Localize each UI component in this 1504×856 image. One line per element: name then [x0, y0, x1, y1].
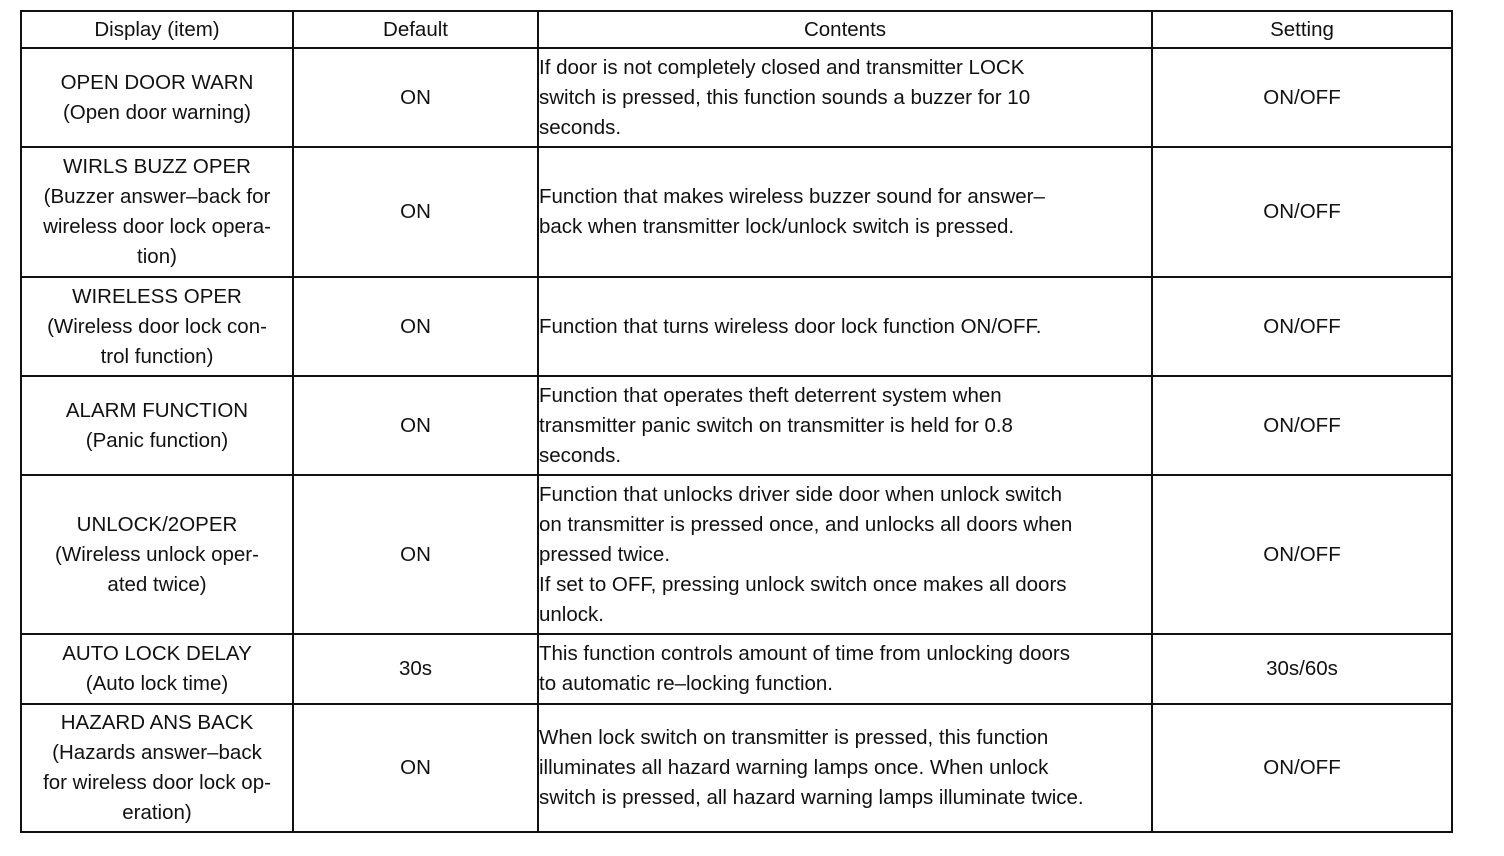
default-cell: ON — [293, 704, 538, 832]
setting-cell: 30s/60s — [1152, 634, 1452, 704]
display-cell — [21, 376, 293, 475]
contents-line: unlock. — [539, 602, 604, 626]
display-line: WIRLS BUZZ OPER — [63, 155, 251, 178]
display-cell — [21, 277, 293, 376]
header-row — [21, 11, 1452, 48]
display-line: for wireless door lock op- — [43, 771, 271, 794]
display-line: (Auto lock time) — [85, 672, 229, 695]
setting-cell: ON/OFF — [1152, 376, 1452, 475]
table-row — [21, 704, 1452, 832]
display-line: (Wireless door lock con- — [47, 314, 267, 338]
display-line: ated twice) — [107, 572, 207, 596]
default-cell: ON — [293, 376, 538, 475]
table-row — [21, 475, 1452, 634]
contents-line: If door is not completely closed and transmitter LOCK — [539, 55, 1025, 79]
contents-line: Function that turns wireless door lock function ON/OFF. — [539, 314, 1042, 338]
contents-line: back when transmitter lock/unlock switch is pressed. — [539, 215, 1015, 238]
contents-cell — [538, 376, 1152, 475]
contents-line: switch is pressed, this function sounds a buzzer for 10 — [539, 85, 1031, 109]
display-line: AUTO LOCK DELAY — [62, 642, 252, 665]
display-line: (Buzzer answer–back for — [43, 185, 271, 208]
display-line: (Open door warning) — [62, 100, 251, 124]
display-cell — [21, 475, 293, 634]
display-line: (Hazards answer–back — [52, 741, 262, 764]
display-line: ALARM FUNCTION — [65, 398, 249, 422]
contents-line: Function that operates theft deterrent system when — [539, 383, 1002, 407]
contents-cell — [538, 634, 1152, 704]
display-line: (Panic function) — [85, 428, 229, 452]
contents-line: to automatic re–locking function. — [539, 672, 833, 695]
display-line: eration) — [122, 801, 192, 824]
header-display: Display (item) — [21, 11, 293, 48]
display-line: UNLOCK/2OPER — [76, 512, 238, 536]
header-contents: Contents — [538, 11, 1152, 48]
contents-line: illuminates all hazard warning lamps once. When unlock — [539, 756, 1049, 779]
contents-line: When lock switch on transmitter is pressed, this function — [539, 726, 1049, 749]
default-cell: 30s — [293, 634, 538, 704]
display-cell — [21, 704, 293, 832]
table-row — [21, 48, 1452, 147]
display-line: WIRELESS OPER — [72, 284, 242, 308]
display-cell — [21, 147, 293, 277]
contents-cell — [538, 475, 1152, 634]
settings-table — [20, 10, 1453, 833]
table-row — [21, 147, 1452, 277]
header-default: Default — [293, 11, 538, 48]
contents-line: If set to OFF, pressing unlock switch once makes all doors — [539, 572, 1067, 596]
display-cell — [21, 634, 293, 704]
contents-line: seconds. — [539, 115, 622, 139]
display-cell — [21, 48, 293, 147]
contents-line: Function that makes wireless buzzer sound for answer– — [539, 185, 1045, 208]
setting-cell: ON/OFF — [1152, 277, 1452, 376]
contents-cell — [538, 277, 1152, 376]
contents-line: on transmitter is pressed once, and unlocks all doors when — [539, 512, 1073, 536]
contents-line: seconds. — [539, 443, 622, 467]
header-setting: Setting — [1152, 11, 1452, 48]
default-cell: ON — [293, 48, 538, 147]
setting-cell: ON/OFF — [1152, 147, 1452, 277]
display-line: tion) — [137, 245, 177, 268]
setting-cell: ON/OFF — [1152, 704, 1452, 832]
default-cell: ON — [293, 475, 538, 634]
setting-cell: ON/OFF — [1152, 475, 1452, 634]
contents-line: transmitter panic switch on transmitter is held for 0.8 — [539, 413, 1013, 437]
contents-cell — [538, 147, 1152, 277]
table-row — [21, 376, 1452, 475]
display-line: trol function) — [100, 344, 214, 368]
display-line: (Wireless unlock oper- — [55, 542, 259, 566]
display-line: OPEN DOOR WARN — [60, 70, 254, 94]
table-row — [21, 277, 1452, 376]
setting-cell: ON/OFF — [1152, 48, 1452, 147]
display-line: wireless door lock opera- — [43, 215, 271, 238]
table-row — [21, 634, 1452, 704]
display-line: HAZARD ANS BACK — [60, 711, 254, 734]
contents-line: pressed twice. — [539, 542, 671, 566]
contents-cell — [538, 704, 1152, 832]
contents-line: This function controls amount of time from unlocking doors — [539, 642, 1070, 665]
contents-line: Function that unlocks driver side door when unlock switch — [539, 482, 1063, 506]
contents-cell — [538, 48, 1152, 147]
contents-line: switch is pressed, all hazard warning lamps illuminate twice. — [539, 786, 1084, 809]
default-cell: ON — [293, 147, 538, 277]
default-cell: ON — [293, 277, 538, 376]
